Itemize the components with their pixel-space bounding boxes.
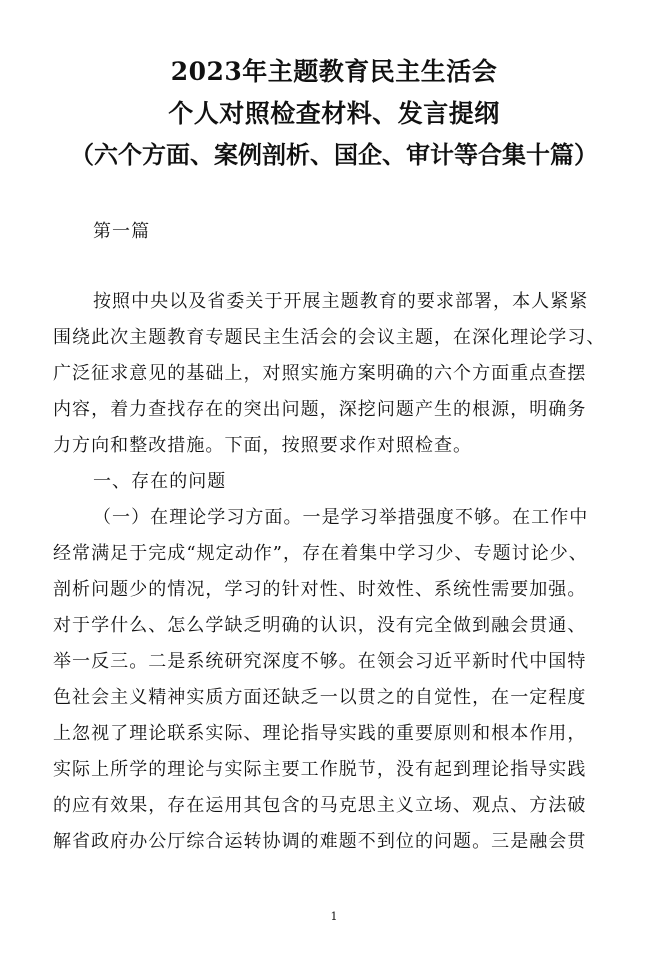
paragraph-line: 围绕此次主题教育专题民主生活会的会议主题，在深化理论学习、 [53,327,606,348]
item-paragraph [53,500,623,860]
paragraph-line: 解省政府办公厅综合运转协调的难题不到位的问题。三是融会贯 [53,831,587,852]
paragraph-line: 对于学什么、怎么学缺乏明确的认识，没有完全做到融会贯通、 [53,615,587,636]
paragraph-line: 色社会主义精神实质方面还缺乏一以贯之的自觉性，在一定程度 [53,687,587,708]
paragraph-line: （一）在理论学习方面。一是学习举措强度不够。在工作中 [93,507,589,528]
paragraph-line: 力方向和整改措施。下面，按照要求作对照检查。 [53,435,473,456]
paragraph-line: 上忽视了理论联系实际、理论指导实践的重要原则和根本作用， [53,723,587,744]
intro-paragraph [53,284,623,464]
document-title-line-2: 个人对照检查材料、发言提纲 [168,99,500,128]
paragraph-line: 按照中央以及省委关于开展主题教育的要求部署，本人紧紧 [93,291,589,312]
paragraph-line: 广泛征求意见的基础上，对照实施方案明确的六个方面重点查摆 [53,363,587,384]
section-label: 第一篇 [93,221,151,242]
paragraph-line: 经常满足于完成“规定动作”，存在着集中学习少、专题讨论少、 [53,543,588,564]
paragraph-line: 的应有效果，存在运用其包含的马克思主义立场、观点、方法破 [53,795,587,816]
section-heading: 一、存在的问题 [93,471,227,492]
paragraph-line: 剖析问题少的情况，学习的针对性、时效性、系统性需要加强。 [53,579,587,600]
paragraph-line: 实际上所学的理论与实际主要工作脱节，没有起到理论指导实践 [53,759,587,780]
document-title-line-3: （六个方面、案例剖析、国企、审计等合集十篇） [70,140,598,169]
paragraph-line: 举一反三。二是系统研究深度不够。在领会习近平新时代中国特 [53,651,587,672]
document-title-line-1: 2023年主题教育民主生活会 [170,57,498,86]
paragraph-line: 内容，着力查找存在的突出问题，深挖问题产生的根源，明确务 [53,399,587,420]
page-number: 1 [330,910,338,923]
